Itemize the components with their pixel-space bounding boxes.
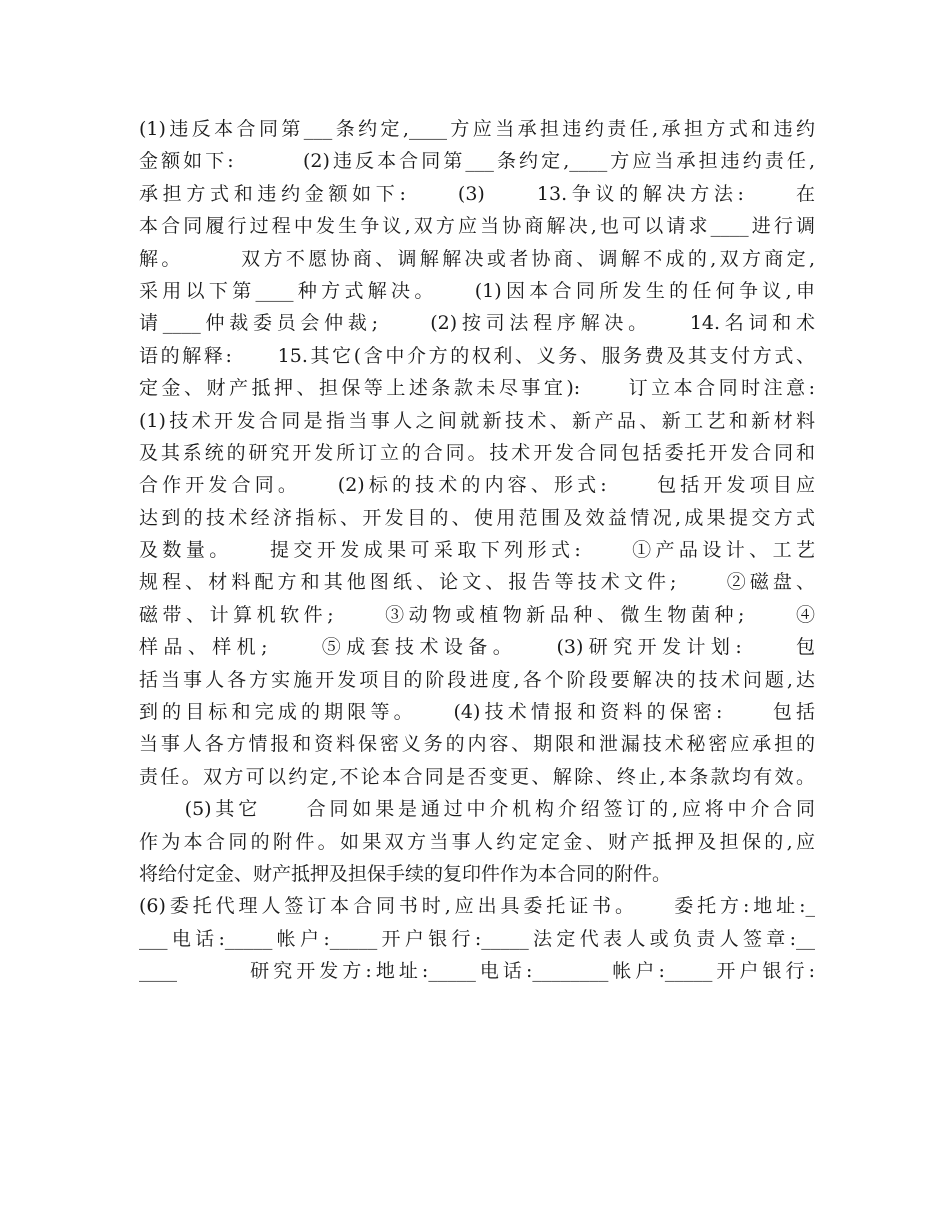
text-line: 定金、财产抵押、担保等上述条款未尽事宜): 订立本合同时注意: <box>139 377 815 400</box>
text-line: 括当事人各方实施开发项目的阶段进度,各个阶段要解决的技术问题,达 <box>139 668 815 691</box>
text-line: 到的目标和完成的期限等。 (4)技术情报和资料的保密: 包括 <box>139 701 815 724</box>
text-line: 本合同履行过程中发生争议,双方应当协商解决,也可以请求____进行调 <box>139 215 815 238</box>
text-line: (1)技术开发合同是指当事人之间就新技术、新产品、新工艺和新材料 <box>139 409 815 432</box>
text-line: 将给付定金、财产抵押及担保手续的复印件作为本合同的附件。 <box>139 862 672 885</box>
text-line: (1)违反本合同第___条约定,____方应当承担违约责任,承担方式和违约 <box>139 118 815 140</box>
text-line: 承担方式和违约金额如下: (3) 13.争议的解决方法: 在 <box>139 182 815 205</box>
text-line: 作为本合同的附件。如果双方当事人约定定金、财产抵押及担保的,应 <box>139 830 815 853</box>
text-line: ____ 研究开发方:地址:_____电话:________帐户:_____开户银行: <box>139 960 815 983</box>
text-line: 语的解释: 15.其它(含中介方的权利、义务、服务费及其支付方式、 <box>139 344 815 367</box>
text-line: (5)其它 合同如果是通过中介机构介绍签订的,应将中介合同 <box>139 798 815 821</box>
text-line: 采用以下第____种方式解决。 (1)因本合同所发生的任何争议,申 <box>139 279 815 302</box>
text-line: 及其系统的研究开发所订立的合同。技术开发合同包括委托开发合同和 <box>139 441 815 464</box>
text-line: 及数量。 提交开发成果可采取下列形式: ①产品设计、工艺 <box>139 539 815 562</box>
text-line: 合作开发合同。 (2)标的技术的内容、形式: 包括开发项目应 <box>139 474 815 497</box>
text-line: ___电话:_____帐户:_____开户银行:_____法定代表人或负责人签章:__ <box>139 927 815 950</box>
text-line: 请____仲裁委员会仲裁; (2)按司法程序解决。 14.名词和术 <box>139 312 815 335</box>
text-line: 金额如下: (2)违反本合同第___条约定,____方应当承担违约责任, <box>139 150 815 173</box>
text-line: 磁带、计算机软件; ③动物或植物新品种、微生物菌种; ④ <box>139 603 815 626</box>
text-line: 责任。双方可以约定,不论本合同是否变更、解除、终止,本条款均有效。 <box>139 765 815 788</box>
contract-body-text <box>139 113 815 988</box>
text-line: 达到的技术经济指标、开发目的、使用范围及效益情况,成果提交方式 <box>139 506 815 529</box>
text-line: (6)委托代理人签订本合同书时,应出具委托证书。 委托方:地址:_ <box>139 895 815 918</box>
text-line: 当事人各方情报和资料保密义务的内容、期限和泄漏技术秘密应承担的 <box>139 733 815 756</box>
text-line: 样品、样机; ⑤成套技术设备。 (3)研究开发计划: 包 <box>139 636 815 659</box>
text-line: 解。 双方不愿协商、调解解决或者协商、调解不成的,双方商定, <box>139 247 815 270</box>
text-line: 规程、材料配方和其他图纸、论文、报告等技术文件; ②磁盘、 <box>139 571 815 594</box>
